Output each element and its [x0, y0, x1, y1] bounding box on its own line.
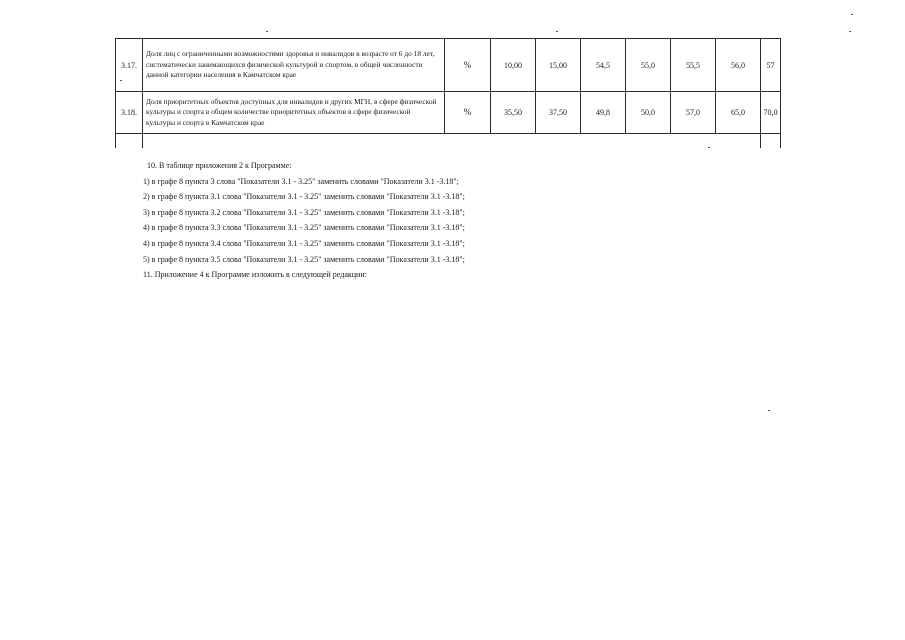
table-cell: [671, 134, 716, 149]
row-value: 50,0: [626, 92, 671, 134]
instruction-item: 5) в графе 8 пункта 3.5 слова "Показатели 3.1 - 3.25" заменить словами "Показатели 3.1 -3.18";: [143, 254, 465, 264]
instruction-item: 2) в графе 8 пункта 3.1 слова "Показатели 3.1 - 3.25" заменить словами "Показатели 3.1 -3.18";: [143, 192, 465, 202]
scan-speck: [768, 410, 770, 411]
scan-speck: [851, 14, 853, 15]
row-value: 56,0: [716, 39, 761, 92]
scan-speck: [708, 147, 710, 148]
table-cell: [445, 134, 491, 149]
table-cell: [143, 134, 445, 149]
instruction-item: 4) в графе 8 пункта 3.4 слова "Показатели 3.1 - 3.25" заменить словами "Показатели 3.1 -3.18";: [143, 238, 465, 248]
instruction-heading: 10. В таблице приложения 2 к Программе:: [147, 161, 292, 170]
row-value: 35,50: [491, 92, 536, 134]
instruction-closing: 11. Приложение 4 к Программе изложить в следующей редакции:: [143, 270, 367, 280]
table-row: [116, 92, 781, 134]
row-value: 55,0: [626, 39, 671, 92]
amendment-instructions: [143, 158, 743, 283]
row-number: 3.17.: [116, 39, 143, 92]
row-value: 10,00: [491, 39, 536, 92]
row-value: 55,5: [671, 39, 716, 92]
row-value: 57,0: [671, 92, 716, 134]
instruction-item: 3) в графе 8 пункта 3.2 слова "Показатели 3.1 - 3.25" заменить словами "Показатели 3.1 -3.18";: [143, 207, 465, 217]
table-cell: [536, 134, 581, 149]
table-cell: [761, 134, 781, 149]
table-cell: [116, 134, 143, 149]
table-row: [116, 39, 781, 92]
row-unit: %: [445, 39, 491, 92]
scan-speck: [120, 80, 122, 81]
row-value: 57: [761, 39, 781, 92]
row-value: 70,0: [761, 92, 781, 134]
instruction-item: 4) в графе 8 пункта 3.3 слова "Показатели 3.1 - 3.25" заменить словами "Показатели 3.1 -3.18";: [143, 223, 465, 233]
row-number: 3.18.: [116, 92, 143, 134]
scan-speck: [266, 31, 268, 32]
scan-speck: [556, 31, 558, 32]
row-unit: %: [445, 92, 491, 134]
row-value: 54,5: [581, 39, 626, 92]
table-cell: [581, 134, 626, 149]
row-description: Доля приоритетных объектов доступных для инвалидов и других МГН, в сфере физической культуры и спорта в общем количестве приоритетных объектов в сфере физической культуры и спорта в Камчатском крае: [143, 92, 445, 134]
instruction-item: 1) в графе 8 пункта 3 слова "Показатели 3.1 - 3.25" заменить словами "Показатели 3.1 -3.18";: [143, 176, 459, 186]
table-row-continuation: [116, 134, 781, 149]
row-description: Доля лиц с ограниченными возможностями здоровья и инвалидов в возрасте от 6 до 18 лет, систематически занимающихся физической культурой и спортом, в общей численности данной категории населения в Камчатском крае: [143, 39, 445, 92]
row-value: 65,0: [716, 92, 761, 134]
table-cell: [716, 134, 761, 149]
scan-speck: [849, 31, 851, 32]
row-value: 49,8: [581, 92, 626, 134]
row-value: 15,00: [536, 39, 581, 92]
indicators-table: [115, 38, 781, 148]
table-cell: [491, 134, 536, 149]
table-cell: [626, 134, 671, 149]
row-value: 37,50: [536, 92, 581, 134]
